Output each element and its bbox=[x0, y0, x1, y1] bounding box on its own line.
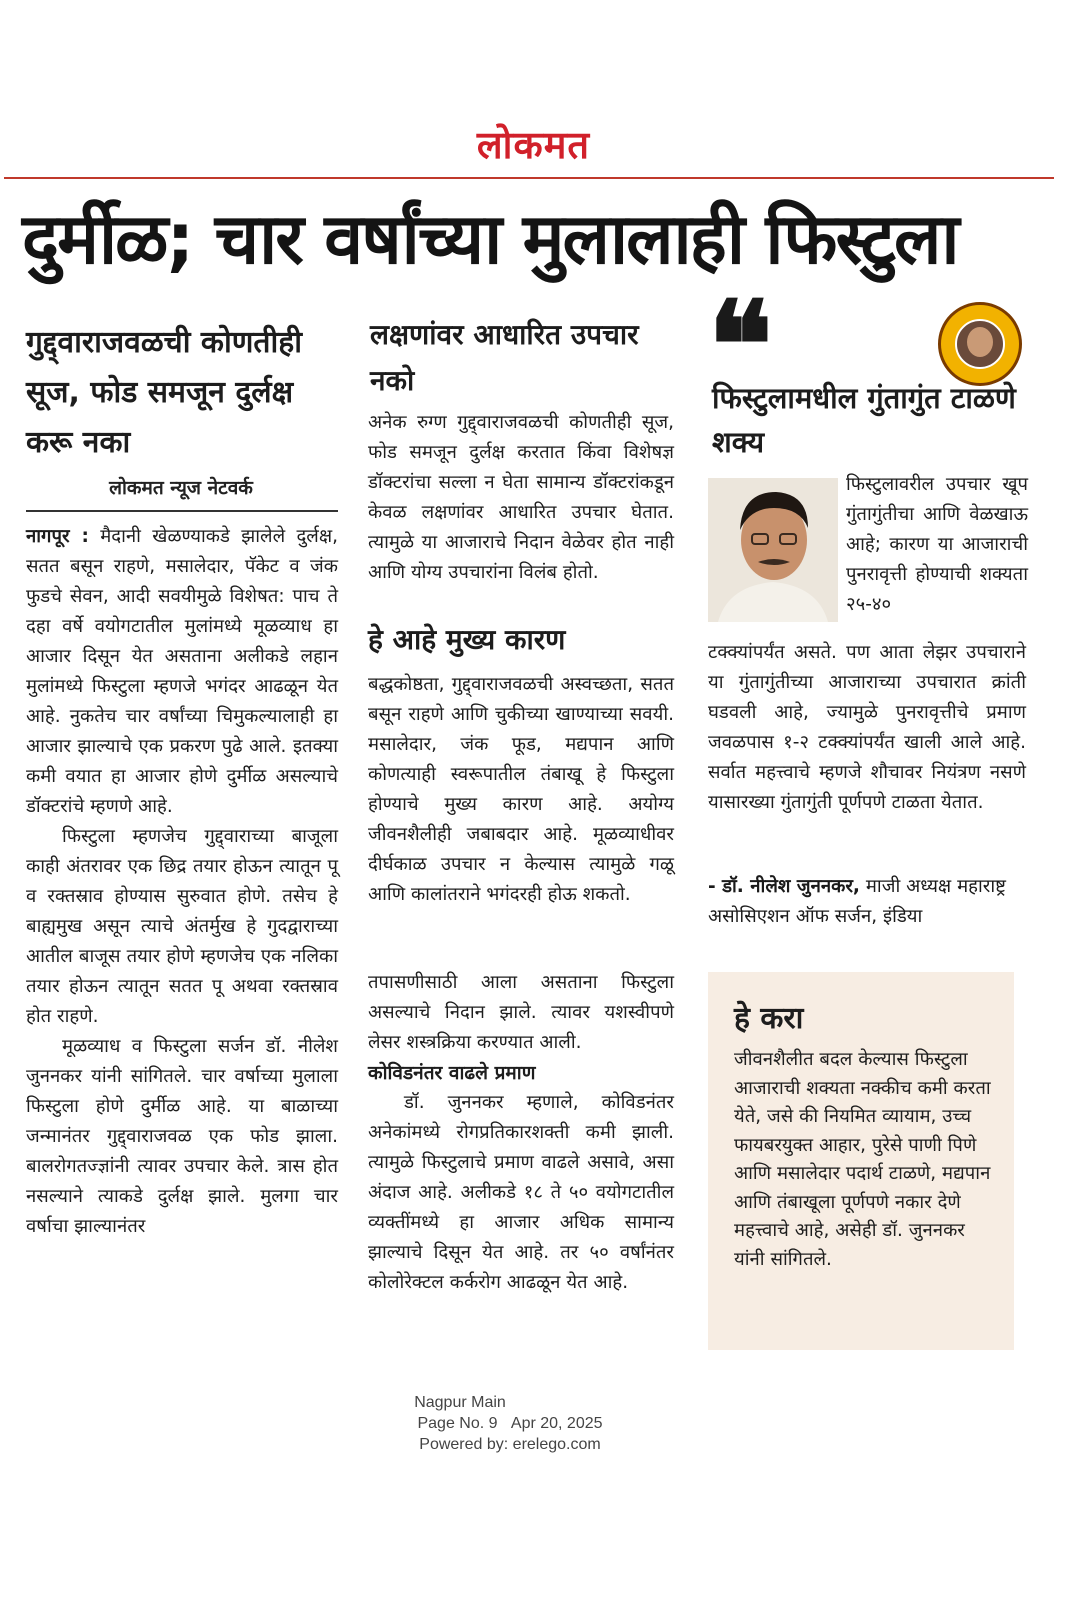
credit-role: माजी अध्यक्ष महाराष्ट्र असोसिएशन ऑफ सर्जन, इंडिया bbox=[708, 876, 1006, 927]
tips-box-text: जीवनशैलीत बदल केल्यास फिस्टुला आजाराची शक्यता नक्कीच कमी करता येते, जसे की नियमित व्यायाम, उच्च फायबरयुक्त आहार, पुरेसे पाणी पिणे आणि मसालेदार पदार्थ टाळणे, मद्यपान आणि तंबाखूला पूर्णपणे नकार देणे महत्त्वाचे आहे, असेही डॉ. जुननकर यांनी सांगितले. bbox=[734, 1049, 991, 1270]
col3-heading: फिस्टुलामधील गुंतागुंत टाळणे शक्य bbox=[712, 381, 1016, 459]
byline: लोकमत न्यूज नेटवर्क bbox=[109, 477, 253, 499]
col3-paragraph-1: फिस्टुलावरील उपचार खूप गुंतागुंतीचा आणि वेळखाऊ आहे; कारण या आजाराची पुनरावृत्ती होण्याची शक्यता २५-४० bbox=[846, 474, 1028, 615]
col3-paragraph-2: टक्क्यांपर्यंत असते. पण आता लेझर उपचाराने या गुंतागुंतीच्या आजाराच्या उपचारात क्रांती घडवली आहे, ज्यामुळे पुनरावृत्तीचे प्रमाण जवळपास १-२ टक्क्यांपर्यंत खाली आले आहे. सर्वात महत्त्वाचे म्हणजे शौचावर नियंत्रण नसणे यासारख्या गुंतागुंती पूर्णपणे टाळता येतात. bbox=[708, 642, 1026, 813]
dateline: नागपूर : bbox=[26, 526, 89, 547]
quote-mark-icon: ❝ bbox=[708, 275, 773, 416]
col2-paragraph-4: डॉ. जुननकर म्हणाले, कोविडनंतर अनेकांमध्ये रोगप्रतिकारशक्ती कमी झाली. त्यामुळे फिस्टुलाचे प्रमाण वाढले असावे, असा अंदाज आहे. अलीकडे १८ ते ५० वयोगटातील व्यक्तींमध्ये हा आजार अधिक सामान्य झाल्याचे दिसून येत आहे. तर ५० वर्षांनंतर कोलोरेक्टल कर्करोग आढळून येत आहे. bbox=[368, 1092, 674, 1293]
portrait-illustration bbox=[708, 478, 838, 622]
tips-box-title: हे करा bbox=[734, 1001, 804, 1036]
col1-heading: गुद्द्वाराजवळची कोणतीही सूज, फोड समजून दुर्लक्ष करू नका bbox=[26, 325, 302, 460]
watermark-seal bbox=[938, 302, 1022, 386]
quote-credit bbox=[708, 872, 1028, 932]
col2-paragraph-2: बद्धकोष्ठता, गुद्द्वाराजवळची अस्वच्छता, सतत बसून राहणे आणि चुकीच्या खाण्याच्या सवयी. मसालेदार, जंक फूड, मद्यपान आणि कोणत्याही स्वरूपातील तंबाखू हे फिस्टुला होण्याचे मुख्य कारण आहे. अयोग्य जीवनशैलीही जबाबदार आहे. मूळव्याधीवर दीर्घकाळ उपचार न केल्यास त्यामुळे गळू आणि कालांतराने भगंदरही होऊ शकतो. bbox=[368, 674, 674, 905]
credit-name: - डॉ. नीलेश जुननकर, bbox=[708, 876, 860, 897]
page-headline: दुर्मीळ; चार वर्षांच्या मुलालाही फिस्टुला bbox=[22, 198, 958, 280]
col2-subheading: हे आहे मुख्य कारण bbox=[368, 623, 566, 656]
col1-paragraph-2: फिस्टुला म्हणजेच गुद्द्वाराच्या बाजूला काही अंतरावर एक छिद्र तयार होऊन त्यातून पू व रक्तस्राव होण्यास सुरुवात होणे. तसेच हे बाह्यमुख असून त्याचे अंतर्मुख हे गुदद्वाराच्या आतील बाजूस तयार होणे म्हणजेच एक नलिका तयार होऊन त्यातून सतत पू अथवा रक्तस्राव होत राहणे. bbox=[26, 826, 338, 1027]
page-footer bbox=[300, 1392, 720, 1455]
seal-portrait bbox=[955, 319, 1005, 369]
col2-subheading-2: कोविडनंतर वाढले प्रमाण bbox=[368, 1062, 536, 1084]
doctor-photo bbox=[708, 478, 838, 622]
col2-heading: लक्षणांवर आधारित उपचार नको bbox=[370, 318, 639, 397]
masthead-rule bbox=[4, 177, 1054, 179]
col2-continuation bbox=[368, 968, 674, 1298]
footer-edition: Nagpur Main bbox=[414, 1394, 506, 1411]
col1-divider bbox=[26, 510, 338, 512]
col2-paragraph-1: अनेक रुग्ण गुद्द्वाराजवळची कोणतीही सूज, फोड समजून दुर्लक्ष करतात किंवा विशेषज्ञ डॉक्टरांचा सल्ला न घेता सामान्य डॉक्टरांकडून केवळ लक्षणांवर आधारित उपचार घेतात. त्यामुळे या आजाराचे निदान वेळेवर होत नाही आणि योग्य उपचारांना विलंब होतो. bbox=[368, 412, 674, 583]
col1-p1-text: मैदानी खेळण्याकडे झालेले दुर्लक्ष, सतत बसून राहणे, मसालेदार, पॅकेट व जंक फुडचे सेवन, आदी सवयीमुळे विशेषत: पाच ते दहा वर्षे वयोगटातील मुलांमध्ये मूळव्याध हा आजार दिसून येत असताना अलीकडे लहान मुलांमध्ये फिस्टुला म्हणजे भगंदर आढळून येत आहे. नुकतेच चार वर्षांच्या चिमुकल्यालाही हा आजार झाल्याचे एक प्रकरण पुढे आले. इतक्या कमी वयात हा आजार होणे दुर्मीळ असल्याचे डॉक्टरांचे म्हणणे आहे. bbox=[26, 526, 338, 817]
col1-paragraph-1 bbox=[26, 522, 338, 822]
footer-page: Page No. 9 bbox=[417, 1415, 498, 1432]
seal-face bbox=[967, 327, 993, 357]
col1-body bbox=[26, 522, 338, 1242]
footer-powered: Powered by: erelego.com bbox=[419, 1436, 601, 1453]
col1-paragraph-3: मूळव्याध व फिस्टुला सर्जन डॉ. नीलेश जुननकर यांनी सांगितले. चार वर्षाच्या मुलाला फिस्टुला होणे दुर्मीळ आहे. या बाळाच्या जन्मानंतर गुद्द्वाराजवळ एक फोड झाला. बालरोगतज्ज्ञांनी त्यावर उपचार केले. त्रास होत नसल्याने त्याकडे दुर्लक्ष झाले. मुलगा चार वर्षाचा झाल्यानंतर bbox=[26, 1036, 338, 1237]
col2-paragraph-3: तपासणीसाठी आला असताना फिस्टुला असल्याचे निदान झाले. त्यावर यशस्वीपणे लेसर शस्त्रक्रिया करण्यात आली. bbox=[368, 972, 674, 1053]
footer-date: Apr 20, 2025 bbox=[510, 1415, 603, 1432]
masthead-logo: लोकमत bbox=[476, 122, 591, 167]
